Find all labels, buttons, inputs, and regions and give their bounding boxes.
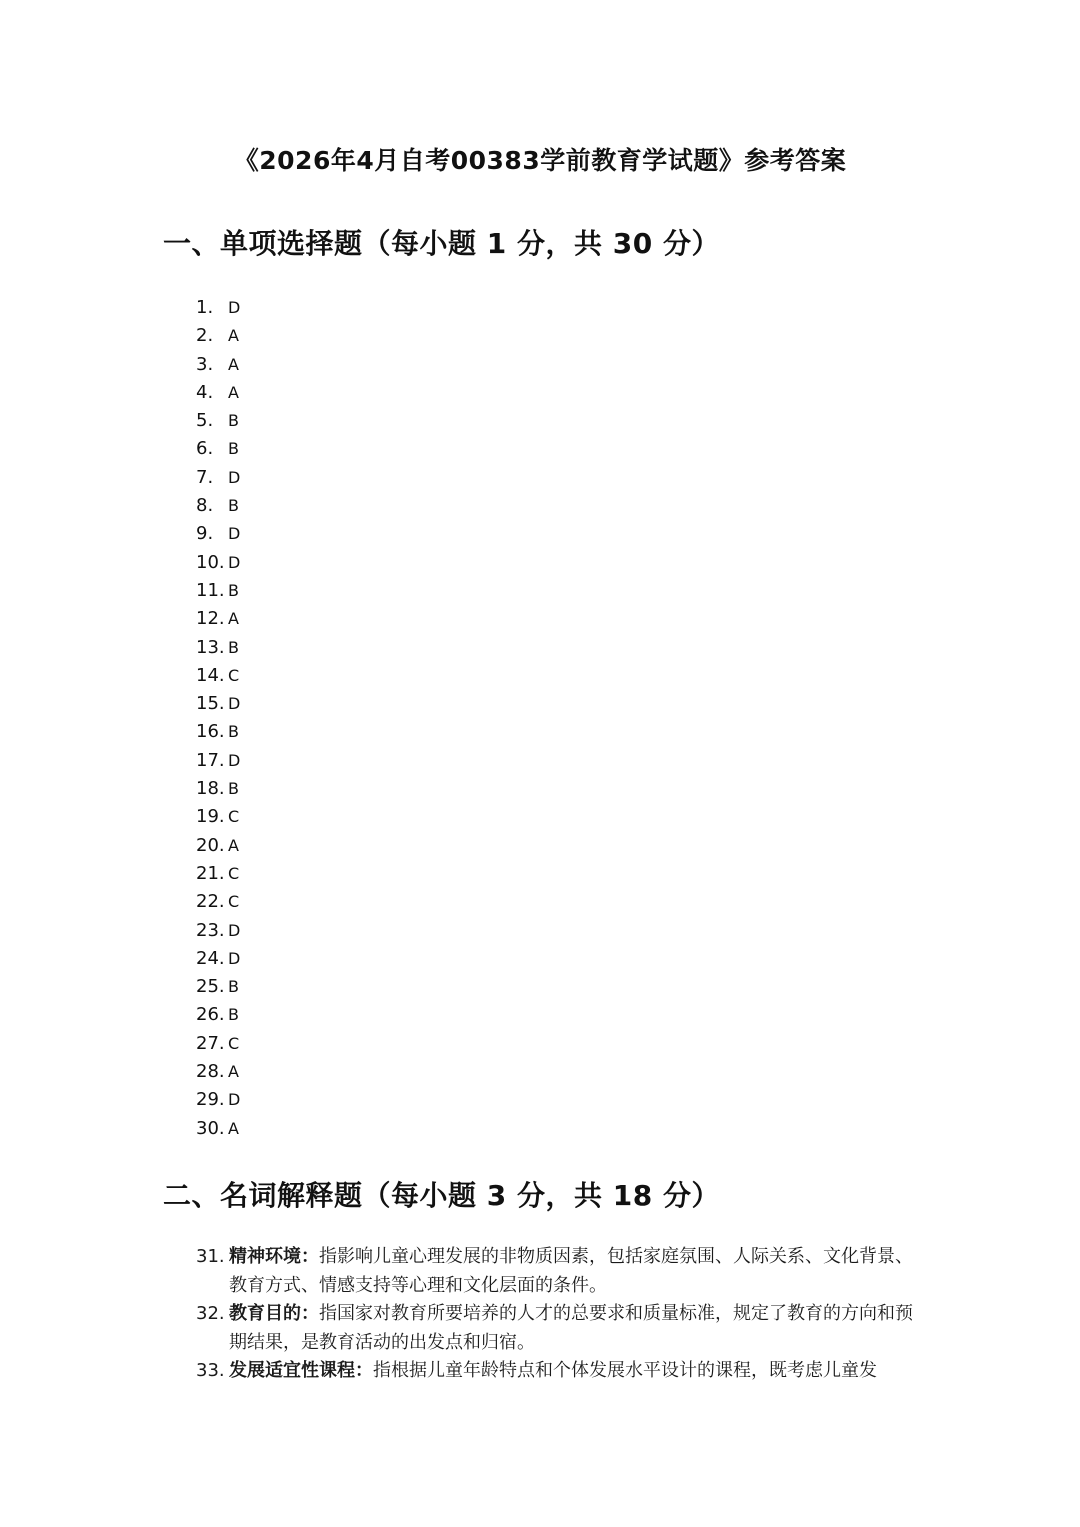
answer-choice: D: [228, 948, 241, 968]
answer-item: [196, 492, 240, 520]
answer-choice: D: [228, 694, 241, 714]
answer-choice: A: [228, 382, 239, 402]
answer-choice: B: [228, 411, 239, 431]
answer-number: 23.: [196, 919, 225, 941]
answer-item: [196, 973, 240, 1001]
answer-item: [196, 379, 240, 407]
answer-number: 30.: [196, 1117, 225, 1139]
answer-choice: C: [228, 892, 240, 912]
answer-choice: C: [228, 665, 240, 685]
answer-number: 22.: [196, 891, 225, 913]
answer-item: [196, 322, 240, 350]
answer-choice: B: [228, 977, 239, 997]
answer-number: 8.: [196, 495, 214, 517]
answer-item: [196, 407, 240, 435]
answer-choice: D: [228, 552, 241, 572]
answer-number: 20.: [196, 834, 225, 856]
answer-number: 14.: [196, 664, 225, 686]
answer-item: [196, 520, 240, 548]
definition-item: [196, 1243, 918, 1300]
answer-choice: D: [228, 524, 241, 544]
answer-choice: D: [228, 750, 241, 770]
definition-number: 33.: [196, 1360, 225, 1381]
answer-choice: A: [228, 609, 239, 629]
answer-choice: A: [228, 354, 239, 374]
answer-number: 16.: [196, 721, 225, 743]
answer-item: [196, 435, 240, 463]
answer-choice: C: [228, 1033, 240, 1053]
definition-term: 教育目的：: [229, 1303, 319, 1324]
section-heading-multiple-choice: 一、单项选择题（每小题 1 分，共 30 分）: [163, 227, 720, 260]
answer-choice: B: [228, 722, 239, 742]
definition-text: 指影响儿童心理发展的非物质因素，包括家庭氛围、人际关系、文化背景、教育方式、情感支持等心理和文化层面的条件。: [229, 1246, 913, 1296]
answer-number: 5.: [196, 410, 214, 432]
definition-item: [196, 1357, 918, 1386]
definition-term: 精神环境：: [229, 1246, 319, 1267]
answer-number: 1.: [196, 297, 214, 318]
definition-list: [196, 1243, 918, 1386]
answer-number: 21.: [196, 862, 225, 884]
answer-number: 6.: [196, 438, 214, 460]
answer-item: [196, 464, 240, 492]
answer-number: 26.: [196, 1004, 225, 1026]
answer-number: 13.: [196, 636, 225, 658]
answer-item: [196, 1030, 240, 1058]
answer-item: [196, 605, 240, 633]
answer-item: [196, 1115, 240, 1143]
answer-choice: A: [228, 326, 239, 346]
answer-number: 17.: [196, 749, 225, 771]
answer-choice: B: [228, 779, 239, 799]
answer-item: [196, 860, 240, 888]
answer-number: 25.: [196, 976, 225, 998]
answer-list: [196, 294, 240, 1143]
answer-number: 2.: [196, 325, 214, 347]
answer-item: [196, 718, 240, 746]
answer-choice: A: [228, 1062, 239, 1082]
answer-choice: C: [228, 807, 240, 827]
answer-choice: B: [228, 580, 239, 600]
answer-item: [196, 775, 240, 803]
answer-number: 11.: [196, 579, 225, 601]
answer-number: 3.: [196, 353, 214, 375]
answer-item: [196, 351, 240, 379]
definition-item: [196, 1300, 918, 1357]
answer-item: [196, 662, 240, 690]
answer-item: [196, 634, 240, 662]
answer-number: 19.: [196, 806, 225, 828]
answer-item: [196, 1001, 240, 1029]
answer-number: 4.: [196, 381, 214, 403]
answer-item: [196, 1058, 240, 1086]
answer-number: 9.: [196, 523, 214, 545]
answer-number: 27.: [196, 1032, 225, 1054]
answer-item: [196, 577, 240, 605]
answer-choice: D: [228, 298, 241, 317]
answer-number: 28.: [196, 1061, 225, 1083]
answer-choice: A: [228, 835, 239, 855]
answer-item: [196, 1086, 240, 1114]
answer-choice: B: [228, 439, 239, 459]
definition-text: 指根据儿童年龄特点和个体发展水平设计的课程，既考虑儿童发: [373, 1360, 877, 1381]
answer-choice: C: [228, 863, 240, 883]
answer-item: [196, 294, 240, 322]
answer-choice: A: [228, 1118, 239, 1138]
answer-item: [196, 945, 240, 973]
answer-item: [196, 888, 240, 916]
answer-number: 7.: [196, 466, 214, 488]
answer-item: [196, 917, 240, 945]
answer-number: 10.: [196, 551, 225, 573]
answer-number: 18.: [196, 778, 225, 800]
answer-choice: B: [228, 496, 239, 516]
definition-text: 指国家对教育所要培养的人才的总要求和质量标准，规定了教育的方向和预期结果，是教育活动的出发点和归宿。: [229, 1303, 913, 1353]
definition-number: 31.: [196, 1246, 225, 1267]
answer-choice: D: [228, 467, 241, 487]
answer-choice: B: [228, 637, 239, 657]
answer-item: [196, 747, 240, 775]
definition-term: 发展适宜性课程：: [229, 1360, 373, 1381]
answer-number: 15.: [196, 693, 225, 715]
answer-item: [196, 803, 240, 831]
answer-item: [196, 690, 240, 718]
answer-item: [196, 549, 240, 577]
answer-number: 24.: [196, 947, 225, 969]
answer-number: 29.: [196, 1089, 225, 1111]
answer-choice: D: [228, 920, 241, 940]
answer-choice: D: [228, 1090, 241, 1110]
answer-number: 12.: [196, 608, 225, 630]
document-title: 《2026年4月自考00383学前教育学试题》参考答案: [233, 146, 847, 175]
section-heading-term-definitions: 二、名词解释题（每小题 3 分，共 18 分）: [163, 1179, 720, 1212]
answer-item: [196, 832, 240, 860]
definition-number: 32.: [196, 1303, 225, 1324]
answer-choice: B: [228, 1005, 239, 1025]
